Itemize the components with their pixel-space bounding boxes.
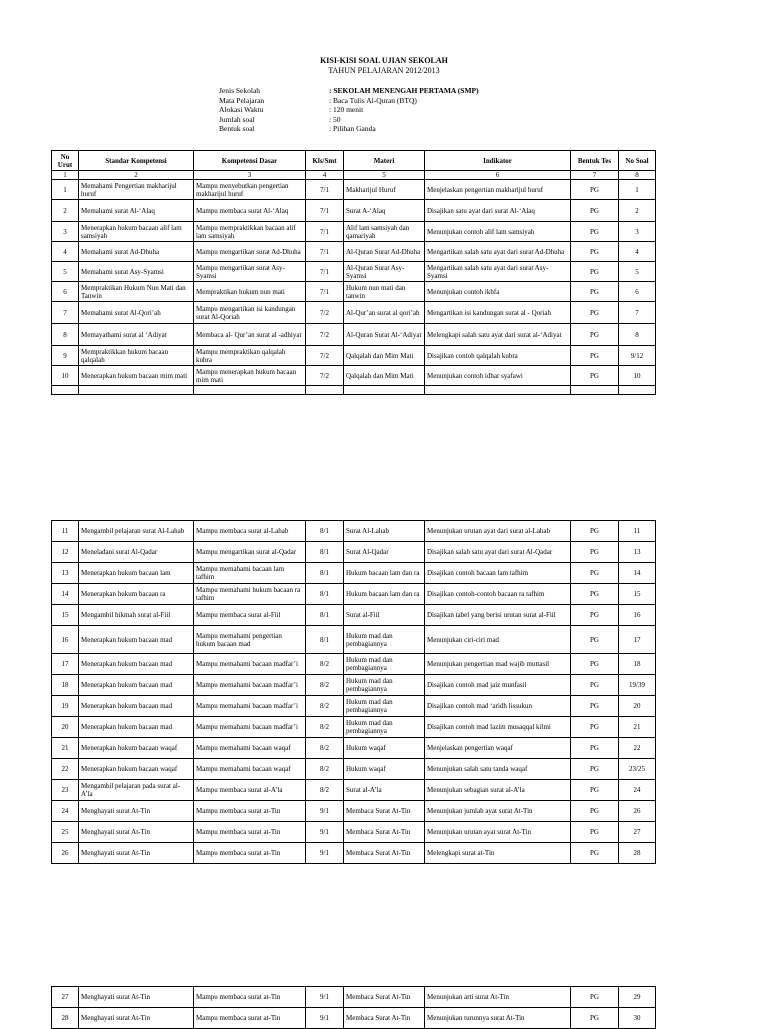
indikator-cell: Menunjukan contoh alif lam samsiyah [425,222,571,242]
nomor-soal-cell: 15 [619,584,656,605]
table-row [52,822,656,843]
row-number-cell: 21 [52,738,79,759]
bentuk-tes-cell [571,386,619,395]
bentuk-tes-cell: PG [571,521,619,542]
col-header: No Urut [52,151,79,171]
bentuk-tes-cell: PG [571,222,619,242]
column-number: 2 [79,171,194,180]
standar-kompetensi-cell: Memayathami surat al ‘Adiyat [79,324,194,346]
kompetensi-dasar-cell: Mempraktikan hukum nun mati [194,282,306,302]
materi-cell: Membaca Surat At-Tin [344,801,425,822]
row-number-cell: 5 [52,262,79,282]
kelas-semester-cell: 7/1 [306,200,344,222]
kelas-semester-cell: 9/1 [306,801,344,822]
kompetensi-dasar-cell: Mampu memahami bacaan madfar’i [194,675,306,696]
indikator-cell: Menunjukan salah satu tanda waqaf [425,759,571,780]
materi-cell: Surat Al-Qadar [344,542,425,563]
indikator-cell: Melengkapi surat at-Tin [425,843,571,864]
nomor-soal-cell: 28 [619,843,656,864]
indikator-cell: Menunjukan urutan ayat dari surat al-Lahab [425,521,571,542]
bentuk-tes-cell: PG [571,717,619,738]
bentuk-tes-cell: PG [571,696,619,717]
materi-cell: Membaca Surat At-Tin [344,822,425,843]
kelas-semester-cell: 9/1 [306,987,344,1008]
kompetensi-dasar-cell: Mampu mengartikan surat Asy-Syamsi [194,262,306,282]
materi-cell: Hukum mad dan pembagiannya [344,626,425,654]
table-row [52,717,656,738]
standar-kompetensi-cell: Menerapkan hukum bacaan waqaf [79,738,194,759]
kompetensi-dasar-cell: Mampu membaca surat at-Tin [194,801,306,822]
bentuk-tes-cell: PG [571,780,619,801]
col-header: Kls/Smt [306,151,344,171]
nomor-soal-cell: 18 [619,654,656,675]
row-number-cell: 12 [52,542,79,563]
kompetensi-dasar-cell: Mampu membaca surat at-Tin [194,987,306,1008]
kompetensi-dasar-cell: Mampu membaca surat al-Fiil [194,605,306,626]
standar-kompetensi-cell: Mempraktikkan hukum bacaan qalqalah [79,346,194,366]
indikator-cell: Menunjukan urutan ayat surat At-Tin [425,822,571,843]
bentuk-tes-cell: PG [571,738,619,759]
kelas-semester-cell: 8/1 [306,563,344,584]
standar-kompetensi-cell: Memahami surat Al-‘Alaq [79,200,194,222]
indikator-cell: Disajikan contoh mad lazim musaqqal kilmi [425,717,571,738]
kompetensi-dasar-cell: Mampu mengartikan isi kandungan surat Al-Qoriah [194,302,306,324]
table-row [52,180,656,200]
table-row [52,521,656,542]
info-row-type: Bentuk soal : Pilihan Ganda [219,124,376,133]
bentuk-tes-cell: PG [571,262,619,282]
kelas-semester-cell: 8/2 [306,780,344,801]
nomor-soal-cell: 10 [619,366,656,386]
standar-kompetensi-cell: Menghayati surat At-Tin [79,822,194,843]
table-row [52,386,656,395]
kelas-semester-cell: 7/2 [306,302,344,324]
nomor-soal-cell: 16 [619,605,656,626]
info-row-subject: Mata Pelajaran : Baca Tulis Al-Quran (BTQ) [219,95,417,105]
table-row [52,987,656,1008]
kompetensi-dasar-cell: Membaca al- Qur’an surat al -adhiyat [194,324,306,346]
nomor-soal-cell: 26 [619,801,656,822]
kompetensi-dasar-cell [194,386,306,395]
column-number: 8 [619,171,656,180]
standar-kompetensi-cell: Memahami surat Asy-Syamsi [79,262,194,282]
table-row [52,696,656,717]
info-row-school: Jenis Sekolah : SEKOLAH MENENGAH PERTAMA (SMP) [219,86,479,95]
nomor-soal-cell: 2 [619,200,656,222]
bentuk-tes-cell: PG [571,654,619,675]
table-row [52,605,656,626]
indikator-cell: Menunjukan contoh ikhfa [425,282,571,302]
kompetensi-dasar-cell: Mampu mengartikan surat al-Qadar [194,542,306,563]
bentuk-tes-cell: PG [571,822,619,843]
info-row-count: Jumlah soal : 50 [219,114,341,124]
materi-cell: Al-Quran Surat Al-‘Adiyat [344,324,425,346]
kelas-semester-cell: 7/1 [306,180,344,200]
bentuk-tes-cell: PG [571,584,619,605]
kelas-semester-cell: 8/2 [306,675,344,696]
standar-kompetensi-cell: Menerapkan hukum bacaan mim mati [79,366,194,386]
kompetensi-dasar-cell: Mampu membaca surat al-A’la [194,780,306,801]
bentuk-tes-cell: PG [571,242,619,262]
kompetensi-dasar-cell: Mampu memahami hukum bacaan ra tafhim [194,584,306,605]
row-number-cell: 8 [52,324,79,346]
bentuk-tes-cell: PG [571,987,619,1008]
materi-cell: Qalqalah dan Mim Mati [344,366,425,386]
column-number: 4 [306,171,344,180]
nomor-soal-cell: 9/12 [619,346,656,366]
row-number-cell: 28 [52,1008,79,1029]
table-row [52,584,656,605]
materi-cell: Al-Quran Surat Asy-Syamsi [344,262,425,282]
standar-kompetensi-cell: Menghayati surat At-Tin [79,843,194,864]
table-row [52,222,656,242]
kompetensi-dasar-cell: Mampu mempraktikan qalqalah kubra [194,346,306,366]
standar-kompetensi-cell [79,386,194,395]
table-row [52,654,656,675]
kelas-semester-cell: 8/2 [306,696,344,717]
kelas-semester-cell: 9/1 [306,843,344,864]
kelas-semester-cell: 7/1 [306,242,344,262]
materi-cell: Alif lam samsiyah dan qamariyah [344,222,425,242]
row-number-cell: 17 [52,654,79,675]
standar-kompetensi-cell: Menerapkan hukum bacaan waqaf [79,759,194,780]
col-header: Kompetensi Dasar [194,151,306,171]
kelas-semester-cell: 8/1 [306,584,344,605]
table-row [52,282,656,302]
indikator-cell: Disajikan contoh-contoh bacaan ra tafhim [425,584,571,605]
col-header: Indikator [425,151,571,171]
indikator-cell: Mengartikan salah satu ayat dari surat Asy-Syamsi [425,262,571,282]
bentuk-tes-cell: PG [571,324,619,346]
nomor-soal-cell [619,386,656,395]
nomor-soal-cell: 11 [619,521,656,542]
row-number-cell: 19 [52,696,79,717]
kompetensi-dasar-cell: Mampu memahami bacaan madfar’i [194,654,306,675]
materi-cell: Hukum nun mati dan tanwin [344,282,425,302]
nomor-soal-cell: 3 [619,222,656,242]
row-number-cell: 14 [52,584,79,605]
grid-table-page1 [51,150,656,395]
indikator-cell: Menjelaskan pengertian waqaf [425,738,571,759]
grid-table-page3 [51,986,656,1029]
standar-kompetensi-cell: Menerapkan hukum bacaan ra [79,584,194,605]
standar-kompetensi-cell: Mempraktikan Hukum Nun Mati dan Tanwin [79,282,194,302]
row-number-cell: 4 [52,242,79,262]
column-number-row [52,171,656,180]
table-row [52,366,656,386]
kelas-semester-cell: 8/1 [306,605,344,626]
kelas-semester-cell: 9/1 [306,822,344,843]
kompetensi-dasar-cell: Mampu memahami pengertian hukum bacaan mad [194,626,306,654]
nomor-soal-cell: 29 [619,987,656,1008]
column-number: 3 [194,171,306,180]
row-number-cell: 1 [52,180,79,200]
nomor-soal-cell: 27 [619,822,656,843]
row-number-cell: 24 [52,801,79,822]
document-title: KISI-KISI SOAL UJIAN SEKOLAH [320,56,448,65]
kelas-semester-cell: 7/2 [306,346,344,366]
table-row [52,626,656,654]
nomor-soal-cell: 19/39 [619,675,656,696]
bentuk-tes-cell: PG [571,563,619,584]
row-number-cell: 13 [52,563,79,584]
row-number-cell: 2 [52,200,79,222]
col-header: Standar Kompetensi [79,151,194,171]
kompetensi-dasar-cell: Mampu menyebutkan pengertian makharijul huruf [194,180,306,200]
indikator-cell: Menunjukan jumlah ayat surat At-Tin [425,801,571,822]
table-row [52,200,656,222]
nomor-soal-cell: 5 [619,262,656,282]
bentuk-tes-cell: PG [571,605,619,626]
bentuk-tes-cell: PG [571,626,619,654]
materi-cell: Al-Qur’an surat al qori’ah [344,302,425,324]
materi-cell: Hukum bacaan lam dan ra [344,584,425,605]
materi-cell: Surat al-A’la [344,780,425,801]
row-number-cell: 25 [52,822,79,843]
grid-table-page2 [51,520,656,864]
nomor-soal-cell: 21 [619,717,656,738]
kelas-semester-cell: 9/1 [306,1008,344,1029]
document-subtitle: TAHUN PELAJARAN 2012/2013 [328,66,440,75]
col-header: No Soal [619,151,656,171]
bentuk-tes-cell: PG [571,542,619,563]
row-number-cell: 3 [52,222,79,242]
indikator-cell: Mengartikan salah satu ayat dari surat Ad-Dhuha [425,242,571,262]
kelas-semester-cell: 8/1 [306,542,344,563]
nomor-soal-cell: 24 [619,780,656,801]
kelas-semester-cell: 8/2 [306,717,344,738]
standar-kompetensi-cell: Meneladani surat Al-Qadar [79,542,194,563]
indikator-cell: Disajikan contoh qalqalah kubra [425,346,571,366]
indikator-cell: Menunjukan sebagian surat al-A’la [425,780,571,801]
table-row [52,563,656,584]
materi-cell: Surat al-Fiil [344,605,425,626]
kelas-semester-cell: 8/2 [306,654,344,675]
kompetensi-dasar-cell: Mampu menerapkan hukum bacaan mim mati [194,366,306,386]
kelas-semester-cell: 8/2 [306,738,344,759]
indikator-cell: Disajikan contoh bacaan lam tafhim [425,563,571,584]
row-number-cell: 7 [52,302,79,324]
row-number-cell: 20 [52,717,79,738]
bentuk-tes-cell: PG [571,801,619,822]
header-row [52,151,656,171]
standar-kompetensi-cell: Mengambil pelajaran pada surat al-A’la [79,780,194,801]
row-number-cell: 16 [52,626,79,654]
nomor-soal-cell: 8 [619,324,656,346]
row-number-cell: 18 [52,675,79,696]
nomor-soal-cell: 6 [619,282,656,302]
standar-kompetensi-cell: Menghayati surat At-Tin [79,1008,194,1029]
standar-kompetensi-cell: Menerapkan hukum bacaan lam [79,563,194,584]
column-number: 1 [52,171,79,180]
indikator-cell: Disajikan salah satu ayat dari surat Al-Qadar [425,542,571,563]
nomor-soal-cell: 23/25 [619,759,656,780]
standar-kompetensi-cell: Memahami Pengertian makharijul huruf [79,180,194,200]
indikator-cell: Menjelaskan pengertian makharijul huruf [425,180,571,200]
nomor-soal-cell: 22 [619,738,656,759]
row-number-cell: 26 [52,843,79,864]
kompetensi-dasar-cell: Mampu mengartikan surat Ad-Dhuha [194,242,306,262]
table-row [52,738,656,759]
kelas-semester-cell: 7/1 [306,282,344,302]
nomor-soal-cell: 20 [619,696,656,717]
table-row [52,1008,656,1029]
materi-cell: Membaca Surat At-Tin [344,1008,425,1029]
standar-kompetensi-cell: Menghayati surat At-Tin [79,801,194,822]
table-row [52,843,656,864]
info-row-time: Alokasi Waktu : 120 menit [219,105,364,114]
materi-cell: Qalqalah dan Mim Mati [344,346,425,366]
exam-info [219,86,479,134]
materi-cell: Membaca Surat At-Tin [344,843,425,864]
indikator-cell: Menunjukan contoh idhar syafawi [425,366,571,386]
kelas-semester-cell: 8/1 [306,626,344,654]
materi-cell: Hukum mad dan pembagiannya [344,717,425,738]
row-number-cell: 10 [52,366,79,386]
materi-cell: Hukum bacaan lam dan ra [344,563,425,584]
col-header: Bentuk Tes [571,151,619,171]
materi-cell: Hukum mad dan pembagiannya [344,675,425,696]
materi-cell [344,386,425,395]
table-row [52,801,656,822]
kompetensi-dasar-cell: Mampu membaca surat Al-‘Alaq [194,200,306,222]
nomor-soal-cell: 4 [619,242,656,262]
nomor-soal-cell: 13 [619,542,656,563]
kelas-semester-cell: 7/2 [306,366,344,386]
kelas-semester-cell: 8/2 [306,759,344,780]
table-row [52,675,656,696]
row-number-cell: 6 [52,282,79,302]
standar-kompetensi-cell: Memahami surat Ad-Dhuha [79,242,194,262]
bentuk-tes-cell: PG [571,1008,619,1029]
indikator-cell: Menunjukan arti surat At-Tin [425,987,571,1008]
kompetensi-dasar-cell: Mampu memahami bacaan madfar’i [194,717,306,738]
indikator-cell: Mengartikan isi kandungan surat al - Qoriah [425,302,571,324]
bentuk-tes-cell: PG [571,675,619,696]
nomor-soal-cell: 1 [619,180,656,200]
kelas-semester-cell: 7/1 [306,262,344,282]
standar-kompetensi-cell: Menerapkan hukum bacaan mad [79,675,194,696]
table-row [52,324,656,346]
table-row [52,780,656,801]
standar-kompetensi-cell: Menerapkan hukum bacaan mad [79,626,194,654]
kompetensi-dasar-cell: Mampu memahami bacaan waqaf [194,759,306,780]
bentuk-tes-cell: PG [571,180,619,200]
bentuk-tes-cell: PG [571,366,619,386]
column-number: 5 [344,171,425,180]
table-row [52,262,656,282]
materi-cell: Makharijul Huruf [344,180,425,200]
table-row [52,242,656,262]
standar-kompetensi-cell: Mengambil pelajaran surat Al-Lahab [79,521,194,542]
nomor-soal-cell: 14 [619,563,656,584]
row-number-cell [52,386,79,395]
indikator-cell [425,386,571,395]
bentuk-tes-cell: PG [571,759,619,780]
standar-kompetensi-cell: Memahami surat Al-Qori’ah [79,302,194,324]
row-number-cell: 27 [52,987,79,1008]
kelas-semester-cell: 7/2 [306,324,344,346]
table-row [52,759,656,780]
bentuk-tes-cell: PG [571,282,619,302]
indikator-cell: Menunjukan ciri-ciri mad [425,626,571,654]
kompetensi-dasar-cell: Mampu membaca surat at-Tin [194,843,306,864]
bentuk-tes-cell: PG [571,346,619,366]
col-header: Materi [344,151,425,171]
standar-kompetensi-cell: Menerapkan hukum bacaan alif lam samsiyah [79,222,194,242]
materi-cell: Surat A-‘Alaq [344,200,425,222]
row-number-cell: 9 [52,346,79,366]
kelas-semester-cell: 7/1 [306,222,344,242]
kelas-semester-cell [306,386,344,395]
kompetensi-dasar-cell: Mampu mempraktikkan bacaan alif lam samsiyah [194,222,306,242]
materi-cell: Al-Quran Surat Ad-Dhuha [344,242,425,262]
column-number: 7 [571,171,619,180]
table-row [52,302,656,324]
kompetensi-dasar-cell: Mampu memahami bacaan madfar’i [194,696,306,717]
indikator-cell: Menunjukan turunnya surat At-Tin [425,1008,571,1029]
table-row [52,542,656,563]
row-number-cell: 22 [52,759,79,780]
standar-kompetensi-cell: Menerapkan hukum bacaan mad [79,654,194,675]
indikator-cell: Menunjukan pengertian mad wajib muttasil [425,654,571,675]
nomor-soal-cell: 17 [619,626,656,654]
kelas-semester-cell: 8/1 [306,521,344,542]
standar-kompetensi-cell: Mengambil hikmah surat al-Fiil [79,605,194,626]
kompetensi-dasar-cell: Mampu membaca surat at-Tin [194,1008,306,1029]
indikator-cell: Disajikan satu ayat dari surat Al-‘Alaq [425,200,571,222]
kompetensi-dasar-cell: Mampu membaca surat al-Lahab [194,521,306,542]
indikator-cell: Disajikan contoh mad ‘aridh lissukun [425,696,571,717]
indikator-cell: Disajikan tabel yang berisi urutan surat al-Fiil [425,605,571,626]
table-row [52,346,656,366]
bentuk-tes-cell: PG [571,200,619,222]
kompetensi-dasar-cell: Mampu membaca surat at-Tin [194,822,306,843]
materi-cell: Hukum waqaf [344,759,425,780]
materi-cell: Hukum mad dan pembagiannya [344,696,425,717]
nomor-soal-cell: 7 [619,302,656,324]
materi-cell: Membaca Surat At-Tin [344,987,425,1008]
bentuk-tes-cell: PG [571,843,619,864]
materi-cell: Hukum mad dan pembagiannya [344,654,425,675]
indikator-cell: Melengkapi salah satu ayat dari surat al-‘Adiyat [425,324,571,346]
bentuk-tes-cell: PG [571,302,619,324]
standar-kompetensi-cell: Menghayati surat At-Tin [79,987,194,1008]
materi-cell: Hukum waqaf [344,738,425,759]
column-number: 6 [425,171,571,180]
standar-kompetensi-cell: Menerapkan hukum bacaan mad [79,696,194,717]
materi-cell: Surat Al-Lahab [344,521,425,542]
indikator-cell: Disajikan contoh mad jaiz munfasil [425,675,571,696]
row-number-cell: 15 [52,605,79,626]
standar-kompetensi-cell: Menerapkan hukum bacaan mad [79,717,194,738]
nomor-soal-cell: 30 [619,1008,656,1029]
kompetensi-dasar-cell: Mampu memahami bacaan waqaf [194,738,306,759]
row-number-cell: 11 [52,521,79,542]
kompetensi-dasar-cell: Mampu memahami bacaan lam tafhim [194,563,306,584]
row-number-cell: 23 [52,780,79,801]
